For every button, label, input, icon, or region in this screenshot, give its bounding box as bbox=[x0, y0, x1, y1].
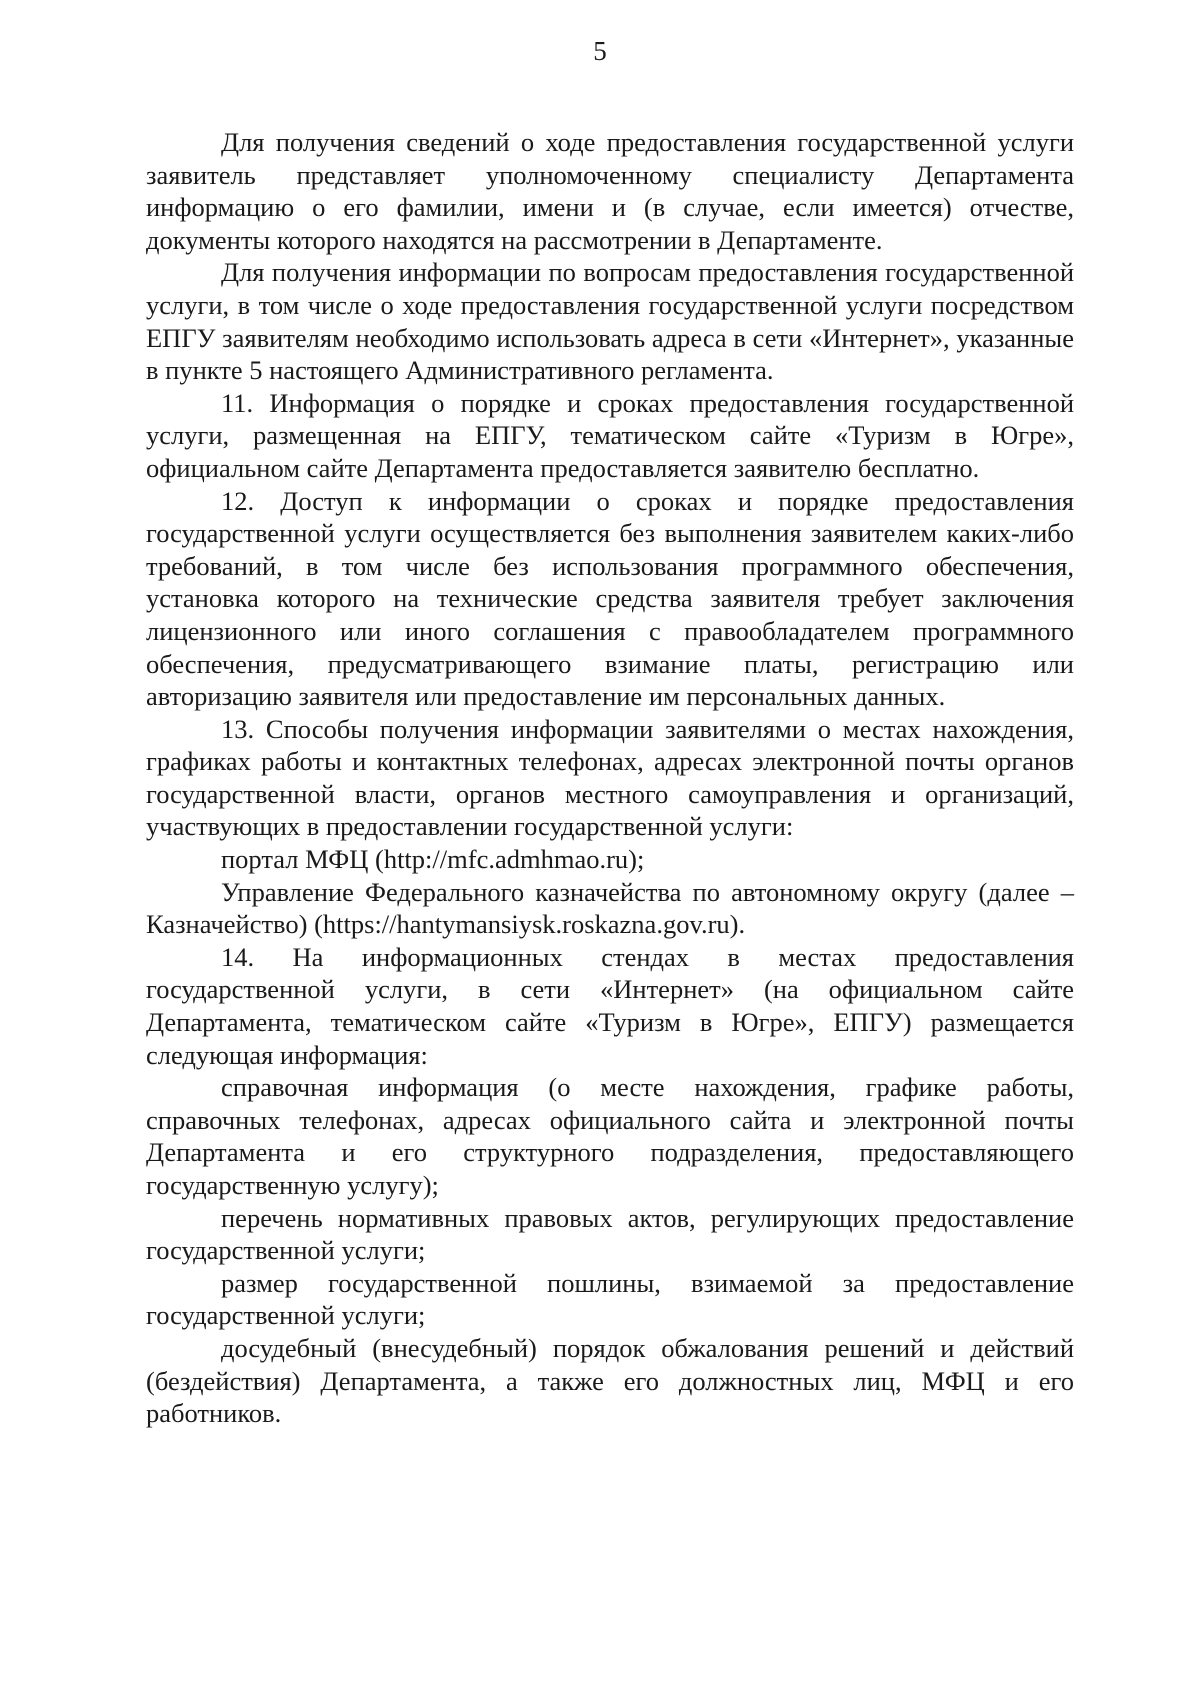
paragraph-item-13: 13. Способы получения информации заявителями о местах нахождения, графиках работы и контактных телефонах, адресах электронной почты органов государственной власти, органов местного самоуправления и организаций, участвующих в предоставлении государственной услуги: bbox=[146, 713, 1074, 842]
paragraph: Для получения сведений о ходе предоставления государственной услуги заявитель представляет уполномоченному специалисту Департамента информацию о его фамилии, имени и (в случае, если имеется) отчестве, документы которого находятся на рассмотрении в Департаменте. bbox=[146, 127, 1074, 255]
list-item-treasury: Управление Федерального казначейства по автономному округу (далее – Казначейство) (https://hantymansiysk.roskazna.gov.ru). bbox=[146, 876, 1074, 940]
list-item-reference-info: справочная информация (о месте нахождения, графике работы, справочных телефонах, адресах официального сайта и электронной почты Департамента и его структурного подразделения, предоставляющего государственную услугу); bbox=[146, 1072, 1074, 1200]
list-item-state-fee: размер государственной пошлины, взимаемой за предоставление государственной услуги; bbox=[146, 1267, 1074, 1331]
page-number: 5 bbox=[593, 36, 607, 66]
paragraph: Для получения информации по вопросам предоставления государственной услуги, в том числе о ходе предоставления государственной услуги посредством ЕПГУ заявителям необходимо использовать адреса в сети «Интернет», указанные в пункте 5 настоящего Административного регламента. bbox=[146, 257, 1074, 386]
list-item-appeal-procedure: досудебный (внесудебный) порядок обжалования решений и действий (бездействия) Департамента, а также его должностных лиц, МФЦ и его работников. bbox=[146, 1332, 1074, 1429]
list-item-mfc-portal: портал МФЦ (http://mfc.admhmao.ru); bbox=[221, 844, 645, 875]
list-item-legal-acts: перечень нормативных правовых актов, регулирующих предоставление государственной услуги; bbox=[146, 1202, 1074, 1266]
document-body bbox=[146, 126, 1074, 1430]
paragraph-item-11: 11. Информация о порядке и сроках предоставления государственной услуги, размещенная на ЕПГУ, тематическом сайте «Туризм в Югре», официальном сайте Департамента предоставляется заявителю бесплатно. bbox=[146, 387, 1074, 483]
paragraph-item-14: 14. На информационных стендах в местах предоставления государственной услуги, в сети «Интернет» (на официальном сайте Департамента, тематическом сайте «Туризм в Югре», ЕПГУ) размещается следующая информация: bbox=[146, 941, 1074, 1070]
paragraph-item-12: 12. Доступ к информации о сроках и порядке предоставления государственной услуги осуществляется без выполнения заявителем каких-либо требований, в том числе без использования программного обеспечения, установка которого на технические средства заявителя требует заключения лицензионного или иного соглашения с правообладателем программного обеспечения, предусматривающего взимание платы, регистрацию или авторизацию заявителя или предоставление им персональных данных. bbox=[146, 485, 1074, 712]
